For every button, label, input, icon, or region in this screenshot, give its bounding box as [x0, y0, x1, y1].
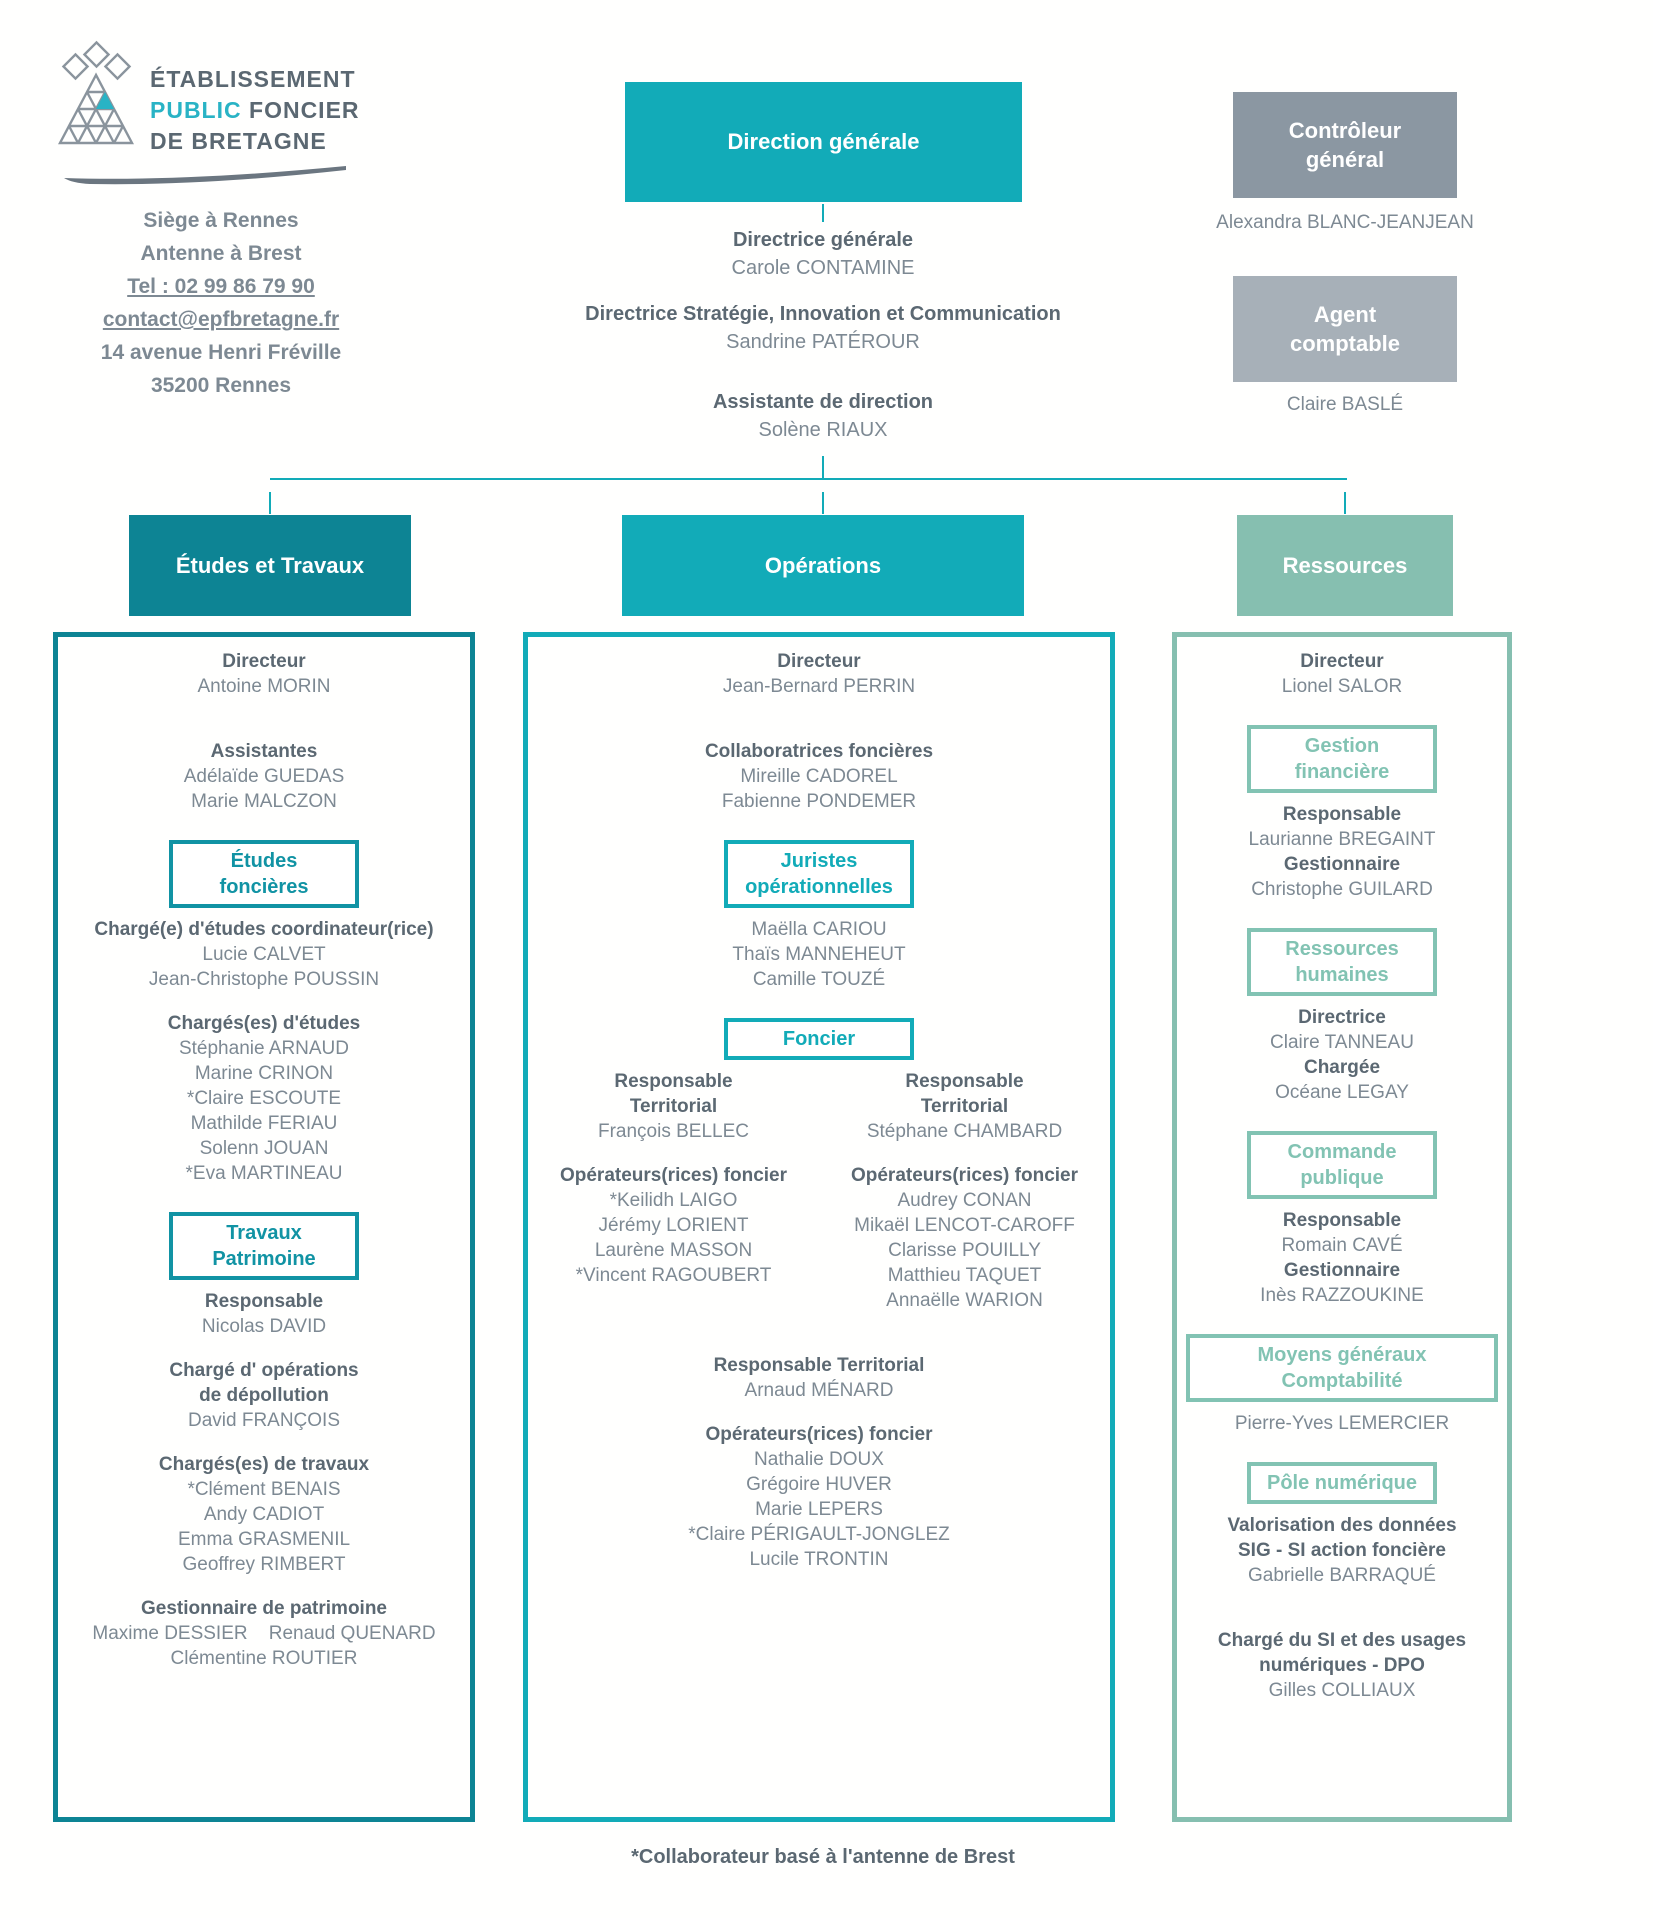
- person-name: Jean-Bernard PERRIN: [722, 676, 916, 697]
- role-group: [819, 1163, 1110, 1313]
- role-group: [58, 649, 470, 699]
- person-name: *Eva MARTINEAU: [185, 1163, 343, 1184]
- dg-role-group: [523, 226, 1123, 282]
- sub-unit: [1177, 725, 1507, 793]
- person-name: Fabienne PONDEMER: [721, 791, 917, 812]
- role-group: [58, 917, 470, 992]
- person-name: *Claire PÉRIGAULT-JONGLEZ: [688, 1524, 950, 1545]
- role-group: [58, 1452, 470, 1577]
- connector-tick-ressources: [1344, 492, 1346, 514]
- person-name: Gabrielle BARRAQUÉ: [1248, 1565, 1436, 1586]
- role-label: de dépollution: [199, 1385, 329, 1406]
- dg-role-group: [523, 388, 1123, 444]
- sub-unit: [1177, 1462, 1507, 1504]
- sub-unit-label: Gestion: [1304, 735, 1380, 757]
- person-name: Christophe GUILARD: [1251, 879, 1433, 900]
- phone-link[interactable]: Tel : 02 99 86 79 90: [127, 275, 315, 298]
- sub-unit-badge: [1247, 1131, 1437, 1199]
- sub-unit-badge: [724, 1018, 914, 1060]
- person-name: Mireille CADOREL: [740, 766, 898, 787]
- person-name: Emma GRASMENIL: [177, 1529, 351, 1550]
- role-label: Responsable: [204, 1291, 324, 1312]
- epf-bretagne-logo-icon: [46, 34, 150, 174]
- role-group: [1177, 1005, 1507, 1105]
- person-name: Marie MALCZON: [191, 791, 337, 812]
- logo-swoosh: [60, 162, 350, 188]
- person-name: Solène RIAUX: [758, 419, 888, 441]
- logo-line-2: [150, 95, 360, 126]
- person-name: Solenn JOUAN: [199, 1138, 329, 1159]
- sub-unit-label: Foncier: [782, 1028, 856, 1050]
- logo-line-2-accent: PUBLIC: [150, 97, 242, 123]
- role-group: [528, 1163, 819, 1288]
- sub-unit-label: Moyens généraux: [1257, 1344, 1427, 1366]
- role-label: Directeur: [1300, 651, 1384, 672]
- role-label: Collaboratrices foncières: [704, 741, 934, 762]
- role-group: [1177, 1513, 1507, 1588]
- sub-unit-badge: [1186, 1334, 1498, 1402]
- logo-line-3: DE BRETAGNE: [150, 128, 327, 154]
- role-group: [528, 739, 1110, 814]
- agent-comptable-name: Claire BASLÉ: [1286, 394, 1404, 415]
- sub-unit-label: publique: [1300, 1167, 1384, 1189]
- role-group: [58, 1011, 470, 1186]
- sub-unit: [58, 840, 470, 908]
- role-label: Directrice: [1298, 1007, 1386, 1028]
- role-label: Chargés(es) de travaux: [158, 1454, 370, 1475]
- sub-unit-label: Travaux: [226, 1222, 302, 1244]
- controleur-general-name: Alexandra BLANC-JEANJEAN: [1216, 212, 1474, 233]
- person-name: Antoine MORIN: [197, 676, 331, 697]
- person-name: Clémentine ROUTIER: [170, 1648, 358, 1669]
- role-label: Assistantes: [210, 741, 318, 762]
- role-label: Responsable: [905, 1071, 1024, 1092]
- person-name: *Keilidh LAIGO: [609, 1190, 738, 1211]
- person-name: Grégoire HUVER: [746, 1474, 892, 1495]
- sub-unit: [58, 1212, 470, 1280]
- person-name: Laurianne BREGAINT: [1248, 829, 1436, 850]
- connector-tick-operations: [822, 492, 824, 514]
- territorial-columns: [528, 1069, 1110, 1313]
- role-label: Directeur: [777, 651, 861, 672]
- side-box-title-line: général: [1305, 147, 1385, 172]
- person-name: Adélaïde GUEDAS: [183, 766, 345, 787]
- role-group: [528, 1353, 1110, 1403]
- header-ressources: Ressources: [1237, 515, 1453, 616]
- agent-comptable-box: [1233, 276, 1457, 382]
- connector-tick-etudes: [269, 492, 271, 514]
- person-name: François BELLEC: [597, 1121, 749, 1142]
- role-label: SIG - SI action foncière: [1238, 1540, 1446, 1561]
- sub-unit-label: Pôle numérique: [1266, 1472, 1418, 1494]
- role-label: Valorisation des données: [1227, 1515, 1457, 1536]
- role-label: Responsable Territorial: [713, 1355, 925, 1376]
- role-label: Gestionnaire: [1283, 854, 1401, 875]
- role-label: Chargé du SI et des usages: [1217, 1630, 1467, 1651]
- sub-unit-label: opérationnelles: [745, 876, 893, 898]
- person-name: Stéphane CHAMBARD: [866, 1121, 1063, 1142]
- direction-generale-title: Direction générale: [727, 129, 920, 154]
- sub-unit-label: Études: [230, 850, 298, 872]
- person-name: Camille TOUZÉ: [752, 969, 886, 990]
- sub-unit-label: humaines: [1295, 964, 1389, 986]
- body-operations: [523, 632, 1115, 1822]
- role-group: [58, 1358, 470, 1433]
- sub-unit: [1177, 928, 1507, 996]
- person-name: *Vincent RAGOUBERT: [575, 1265, 772, 1286]
- person-name: *Claire ESCOUTE: [186, 1088, 342, 1109]
- role-group: [58, 739, 470, 814]
- role-group: [1177, 1628, 1507, 1703]
- branch-line: Antenne à Brest: [140, 242, 302, 265]
- territorial-column: [819, 1069, 1110, 1313]
- person-name: Gilles COLLIAUX: [1268, 1680, 1416, 1701]
- controleur-general-box: [1233, 92, 1457, 198]
- role-label: Opérateurs(rices) foncier: [559, 1165, 788, 1186]
- sub-unit-label: Ressources: [1285, 938, 1399, 960]
- role-group: [1177, 1208, 1507, 1308]
- side-box-title-line: Agent: [1313, 302, 1377, 327]
- role-label: Directrice Stratégie, Innovation et Communication: [585, 303, 1061, 325]
- person-name: Andy CADIOT: [203, 1504, 325, 1525]
- role-group: [1177, 649, 1507, 699]
- person-name: Nicolas DAVID: [201, 1316, 327, 1337]
- sub-unit-label: Patrimoine: [212, 1248, 316, 1270]
- header-operations: Opérations: [622, 515, 1024, 616]
- person-name: *Clément BENAIS: [187, 1479, 341, 1500]
- person-name: Stéphanie ARNAUD: [178, 1038, 350, 1059]
- hq-line: Siège à Rennes: [143, 209, 299, 232]
- role-group: [528, 1069, 819, 1144]
- person-name: Clarisse POUILLY: [888, 1240, 1041, 1261]
- person-name: Thaïs MANNEHEUT: [732, 944, 906, 965]
- logo-line-1: ÉTABLISSEMENT: [150, 66, 356, 92]
- person-name: Océane LEGAY: [1275, 1082, 1409, 1103]
- sub-unit-badge: [1247, 1462, 1437, 1504]
- person-name: Jean-Christophe POUSSIN: [148, 969, 380, 990]
- sub-unit-badge: [724, 840, 914, 908]
- connector-horizontal: [270, 478, 1347, 480]
- person-name: Romain CAVÉ: [1281, 1235, 1403, 1256]
- territorial-column: [528, 1069, 819, 1313]
- role-group: [819, 1069, 1110, 1144]
- person-name: Lucie CALVET: [202, 944, 326, 965]
- role-label: Gestionnaire: [1283, 1260, 1401, 1281]
- role-label: Responsable: [1282, 1210, 1402, 1231]
- role-group: [1177, 802, 1507, 902]
- person-name: Arnaud MÉNARD: [744, 1380, 894, 1401]
- role-label: Chargé d' opérations: [169, 1360, 359, 1381]
- person-name: Nathalie DOUX: [754, 1449, 884, 1470]
- role-label: numériques - DPO: [1259, 1655, 1425, 1676]
- side-box-title-line: Contrôleur: [1288, 118, 1402, 143]
- sub-unit-badge: [169, 840, 359, 908]
- role-label: Opérateurs(rices) foncier: [705, 1424, 933, 1445]
- contact-block: [36, 204, 406, 402]
- role-group: [58, 1596, 470, 1671]
- logo-line-2-rest: FONCIER: [241, 97, 360, 123]
- role-label: Directeur: [222, 651, 306, 672]
- brest-footnote: *Collaborateur basé à l'antenne de Brest: [631, 1846, 1015, 1868]
- person-name: Mikaël LENCOT-CAROFF: [854, 1215, 1075, 1236]
- connector-top-tick: [822, 456, 824, 478]
- role-label: Directrice générale: [732, 229, 914, 251]
- role-group: [1177, 1411, 1507, 1436]
- person-name: Maxime DESSIER Renaud QUENARD: [92, 1623, 436, 1644]
- sub-unit-label: Comptabilité: [1281, 1370, 1403, 1392]
- person-name: Pierre-Yves LEMERCIER: [1234, 1413, 1450, 1434]
- sub-unit: [528, 840, 1110, 908]
- person-name: Mathilde FERIAU: [190, 1113, 338, 1134]
- sub-unit: [528, 1018, 1110, 1060]
- person-name: Sandrine PATÉROUR: [726, 331, 920, 353]
- sub-unit-badge: [1247, 725, 1437, 793]
- person-name: David FRANÇOIS: [187, 1410, 341, 1431]
- direction-generale-box: [625, 82, 1022, 202]
- person-name: Lionel SALOR: [1281, 676, 1403, 697]
- connector-dg-tick: [822, 204, 824, 222]
- sub-unit-label: financière: [1294, 761, 1390, 783]
- role-label: Chargés(es) d'études: [167, 1013, 361, 1034]
- address-line-2: 35200 Rennes: [150, 374, 292, 397]
- sub-unit-label: Juristes: [780, 850, 858, 872]
- role-label: Gestionnaire de patrimoine: [141, 1598, 387, 1619]
- sub-unit-label: Commande: [1287, 1141, 1397, 1163]
- sub-unit: [1177, 1131, 1507, 1199]
- person-name: Claire TANNEAU: [1270, 1032, 1414, 1053]
- sub-unit-badge: [169, 1212, 359, 1280]
- person-name: Lucile TRONTIN: [749, 1549, 889, 1570]
- logo-wordmark: [150, 64, 360, 157]
- sub-unit-badge: [1247, 928, 1437, 996]
- role-label: Territorial: [629, 1096, 718, 1117]
- role-label: Chargé(e) d'études coordinateur(rice): [94, 919, 434, 940]
- role-label: Territorial: [920, 1096, 1009, 1117]
- role-group: [58, 1289, 470, 1339]
- person-name: Inès RAZZOUKINE: [1260, 1285, 1424, 1306]
- role-label: Responsable: [614, 1071, 733, 1092]
- person-name: Annaëlle WARION: [886, 1290, 1043, 1311]
- person-name: Matthieu TAQUET: [887, 1265, 1042, 1286]
- person-name: Audrey CONAN: [897, 1190, 1032, 1211]
- header-etudes-et-travaux: Études et Travaux: [129, 515, 411, 616]
- email-link[interactable]: contact@epfbretagne.fr: [102, 308, 340, 331]
- person-name: Laurène MASSON: [594, 1240, 753, 1261]
- body-etudes-et-travaux: [53, 632, 475, 1822]
- sub-unit: [1177, 1334, 1507, 1402]
- role-group: [528, 649, 1110, 699]
- person-name: Maëlla CARIOU: [751, 919, 887, 940]
- person-name: Carole CONTAMINE: [731, 257, 915, 279]
- body-ressources: [1172, 632, 1512, 1822]
- role-label: Chargée: [1303, 1057, 1381, 1078]
- person-name: Geoffrey RIMBERT: [182, 1554, 346, 1575]
- dg-role-group: [523, 300, 1123, 356]
- direction-generale-roles: [523, 226, 1123, 444]
- role-group: [528, 1422, 1110, 1572]
- person-name: Marine CRINON: [194, 1063, 334, 1084]
- role-label: Assistante de direction: [712, 391, 934, 413]
- person-name: Jérémy LORIENT: [598, 1215, 749, 1236]
- person-name: Marie LEPERS: [755, 1499, 883, 1520]
- role-group: [528, 917, 1110, 992]
- role-label: Responsable: [1282, 804, 1402, 825]
- side-box-title-line: comptable: [1289, 331, 1401, 356]
- address-line-1: 14 avenue Henri Fréville: [100, 341, 342, 364]
- role-label: Opérateurs(rices) foncier: [850, 1165, 1079, 1186]
- sub-unit-label: foncières: [219, 876, 309, 898]
